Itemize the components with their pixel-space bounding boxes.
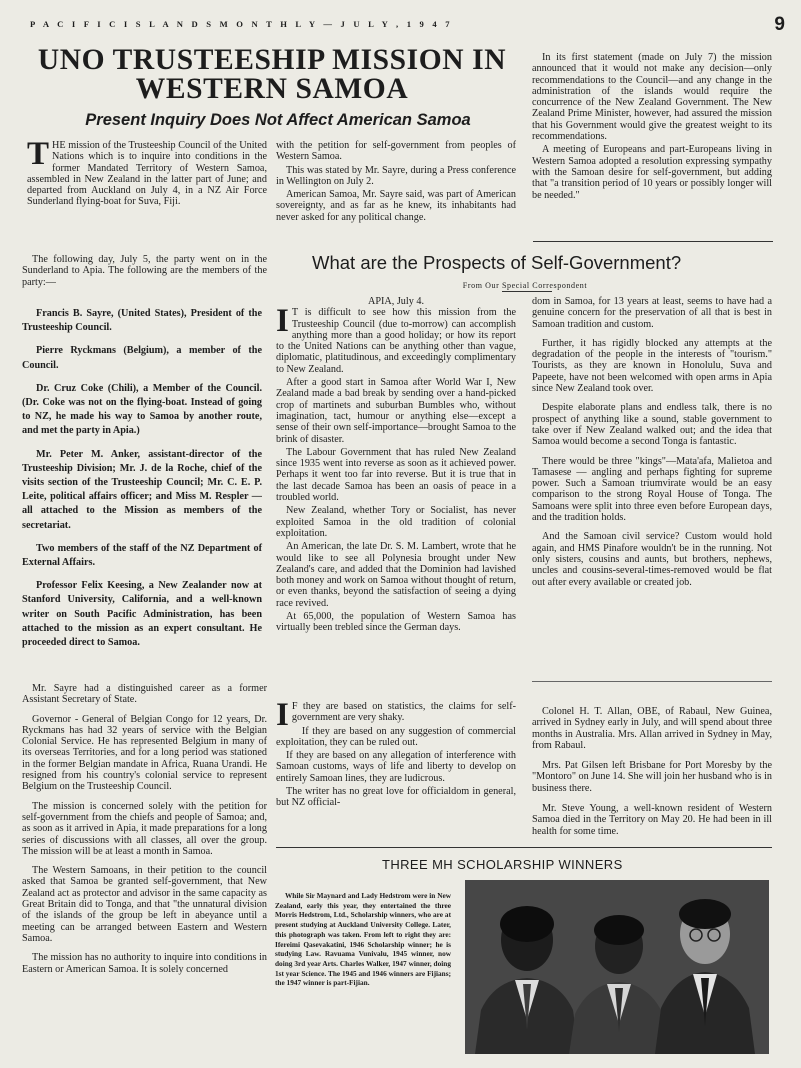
section-divider — [532, 681, 772, 682]
body-paragraph: T is difficult to see how this mission from the Trusteeship Council (due to-morrow) can accomplish anything more than a good holiday; or how its report to the United Nations can be anything other than vague, diplomatic, platitudinous, and exceedingly complimentary to New Zealand. — [276, 307, 516, 375]
body-paragraph: Mr. Sayre had a distinguished career as a former Assistant Secretary of State. — [22, 683, 267, 706]
main-headline — [28, 46, 516, 104]
body-paragraph: American Samoa, Mr. Sayre said, was part of American sovereignty, and as far as he knew, its inhabitants had never asked for any political change. — [276, 189, 516, 223]
body-paragraph: Despite elaborate plans and endless talk, there is no prospect of anything like a sound, stable government to take over if New Zealand walked out; and the idea that Samoa would become a second Tonga is fantastic. — [532, 402, 772, 448]
member-entry: Professor Felix Keesing, a New Zealander now at Stanford University, California, and a well-known writer on South Pacific Administration, has been attached to the mission as an expert consultant. He proceeded direct to Samoa. — [22, 580, 262, 649]
body-paragraph: The mission is concerned solely with the petition for self-government from the chiefs and people of Samoa; and, as soon as it arrived in Apia, it made preparations for a long series of discussions with all classes, all over the group. The mission will be at least a month in Samoa. — [22, 800, 267, 857]
scholarship-rule — [276, 847, 772, 848]
subheadline: Present Inquiry Does Not Affect American Samoa — [85, 111, 471, 129]
body-paragraph: Further, it has rigidly blocked any attempts at the degradation of the people in the interests of "tourism." Tourists, as they are known in Honolulu, Suva and Papeete, have not been welcomed with open arms in Apia since New Zealand took over. — [532, 337, 772, 395]
body-paragraph: If they are based on any allegation of interference with Samoan customs, ways of life and liberty to develop on entirely Samoan lines, they are ludicrous. — [276, 750, 516, 784]
body-paragraph: The mission has no authority to inquire into conditions in Eastern or American Samoa. It is solely concerned — [22, 952, 267, 975]
scholarship-photo — [465, 880, 769, 1054]
body-paragraph: F they are based on statistics, the claims for self-government are very shaky. — [291, 701, 516, 724]
member-entry: Mr. Peter M. Anker, assistant-director of the Trusteeship Division; Mr. J. de la Roche, chief of the visits section of the Trusteeship Council; Mr. C. E. P. Leite, political affairs officer; and Miss M. Respler — all attached to the Mission as members of the secretariat. — [22, 448, 262, 531]
body-paragraph: And the Samoan civil service? Custom would hold again, and HMS Pinafore wouldn't be in the running. Not only sisters, cousins and aunts, but brothers, nephews, uncles and cousins-several-times-removed would be flat out after every available or created job. — [532, 531, 772, 588]
lead-right-column — [532, 52, 772, 203]
body-paragraph: Governor - General of Belgian Congo for 12 years, Dr. Ryckmans has had 32 years of service with the Belgian Colonial Service. He has represented Belgium in many of its overseas Territories, and for a long period was stationed in the former Belgian mandate in Africa, Ruana Urandi. He resigned from his country's colonial service to represent Belgium on the Trusteeship Council. — [22, 713, 267, 793]
lead-middle-column — [276, 140, 516, 225]
body-paragraph: At 65,000, the population of Western Samoa has virtually been trebled since the German days. — [276, 611, 516, 634]
running-head: P A C I F I C I S L A N D S M O N T H L Y — J U L Y , 1 9 4 7 — [30, 19, 453, 29]
prospects-column-1 — [276, 296, 516, 636]
party-intro — [22, 254, 267, 290]
photo-illustration — [465, 880, 769, 1054]
lead-continuation — [22, 683, 267, 977]
body-paragraph: After a good start in Samoa after World War I, New Zealand made a bad break by sending over a hand-picked crop of martinets and suburban Bumbles who, without imagination, tact, humour or anything else—except a sense of their own self-importance—brought Samoa to the brink of disaster. — [276, 377, 516, 445]
body-paragraph: New Zealand, whether Tory or Socialist, has never exploited Samoa in the old tradition of colonial exploitation. — [276, 505, 516, 539]
body-paragraph: If they are based on any suggestion of commercial exploitation, they can be ruled out. — [276, 725, 516, 748]
social-note: Mrs. Pat Gilsen left Brisbane for Port Moresby by the "Montoro" on June 14. She will join her husband who is in business there. — [532, 760, 772, 794]
body-paragraph: dom in Samoa, for 13 years at least, seems to have had a genuine concern for the preservation of all that is best in Samoan tradition and custom. — [532, 296, 772, 330]
body-paragraph: The following day, July 5, the party went on in the Sunderland to Apia. The following are the members of the party:— — [22, 254, 267, 288]
lead-opening — [27, 136, 267, 210]
dropcap: T — [27, 136, 50, 172]
scholarship-headline: THREE MH SCHOLARSHIP WINNERS — [382, 857, 623, 872]
headline-line-1: UNO TRUSTEESHIP MISSION IN — [37, 44, 507, 76]
caption-text: While Sir Maynard and Lady Hedstrom were in New Zealand, early this year, they entertained the three Morris Hedstrom, Ltd., Scholarship winners, who are at present studying at Auckland University College. Later, this photograph was taken. From left to right they are: Ifereimi Qasevakatini, 1946 Scholarship winner; he is studying Law. Ravuama Vunivalu, 1945 winner, now doing 3rd year Arts. Charles Walker, 1947 winner, doing 1st year Science. The 1945 and 1946 winners are Fijians; the 1947 winner is part-Fijian. — [275, 891, 451, 988]
article-headline: What are the Prospects of Self-Government? — [312, 252, 682, 273]
photo-caption — [275, 891, 451, 988]
dropcap: I — [276, 303, 289, 340]
body-paragraph: with the petition for self-government from peoples of Western Samoa. — [276, 140, 516, 163]
social-notes — [532, 706, 772, 846]
prospects-column-1b — [276, 697, 516, 811]
body-paragraph: The Labour Government that has ruled New Zealand since 1935 went into reverse as soon as it achieved power. Perhaps it went too far into reverse. But it is true that in the last decade Samoa has been an oasis of peace in a troubled world. — [276, 446, 516, 504]
body-paragraph: In its first statement (made on July 7) the mission announced that it would not make any decision—only recommendations to the Council—and any change in the administration of the islands would require the concurrence of the New Zealand Government. The New Zealand Prime Minister, however, had assured the mission that his Government would give the greatest weight to its recommendations. — [532, 52, 772, 143]
divider-rule — [533, 241, 773, 242]
member-entry: Pierre Ryckmans (Belgium), a member of the Council. — [22, 345, 262, 371]
prospects-column-2 — [532, 296, 772, 590]
byline-rule — [502, 291, 552, 292]
body-paragraph: An American, the late Dr. S. M. Lambert, wrote that he would like to see all Polynesia brought under New Zealand's care, and added that the Dominion had lavished both money and work on Samoa without thought of return, or even thanks, beyond the satisfaction of seeing a dying race revived. — [276, 541, 516, 609]
members-list — [22, 307, 262, 659]
body-paragraph: The writer has no great love for officialdom in general, but NZ official- — [276, 786, 516, 809]
social-note: Colonel H. T. Allan, OBE, of Rabaul, New Guinea, arrived in Sydney early in July, and will spend about three months in Australia. Mrs. Allan arrived in Sydney in May, from Rabaul. — [532, 706, 772, 751]
opening-paragraph: HE mission of the Trusteeship Council of the United Nations which is to inquire into conditions in the former Mandated Territory of Western Samoa, assembled in New Zealand in the latter part of June; and departed from Auckland on July 4, in a NZ Air Force Sunderland flying-boat for Suva, Fiji. — [27, 140, 267, 208]
social-note: Mr. Steve Young, a well-known resident of Western Samoa died in the Territory on May 20. He had been in ill health for some time. — [532, 803, 772, 837]
member-entry: Two members of the staff of the NZ Department of External Affairs. — [22, 542, 262, 569]
member-entry: Dr. Cruz Coke (Chili), a Member of the Council. (Dr. Coke was not on the flying-boat. Instead of going to NZ, he made his way to Samoa by another route, and met the party in Apia.) — [22, 382, 262, 437]
body-paragraph: This was stated by Mr. Sayre, during a Press conference in Wellington on July 2. — [276, 164, 516, 187]
byline: From Our Special Correspondent — [462, 281, 588, 290]
page-number: 9 — [774, 14, 785, 35]
headline-line-2: WESTERN SAMOA — [135, 73, 409, 105]
dateline: APIA, July 4. — [367, 296, 425, 307]
body-paragraph: There would be three "kings"—Mata'afa, Malietoa and Tamasese — angling and perhaps fighting for supreme power. Such a Samoan triumvirate would be an easy comparison to the strong Royal House of Tonga. The Samoans were split into three even before European days, and the tradition holds. — [532, 455, 772, 524]
body-paragraph: A meeting of Europeans and part-Europeans living in Western Samoa adopted a resolution expressing sympathy with the Samoan desire for self-government, but adding that "a transition period of 10 years or possibly longer will be needed." — [532, 144, 772, 201]
body-paragraph: The Western Samoans, in their petition to the council asked that Samoa be granted self-government, that New Zealand act as protector and advisor in the same capacity as Great Britain did to Tonga, and that "the unnatural division of the islands of the group be left in abeyance until a meeting can be arranged between Eastern and Western Samoa. — [22, 865, 267, 944]
member-entry: Francis B. Sayre, (United States), President of the Trusteeship Council. — [22, 308, 262, 334]
dropcap: I — [276, 697, 289, 733]
